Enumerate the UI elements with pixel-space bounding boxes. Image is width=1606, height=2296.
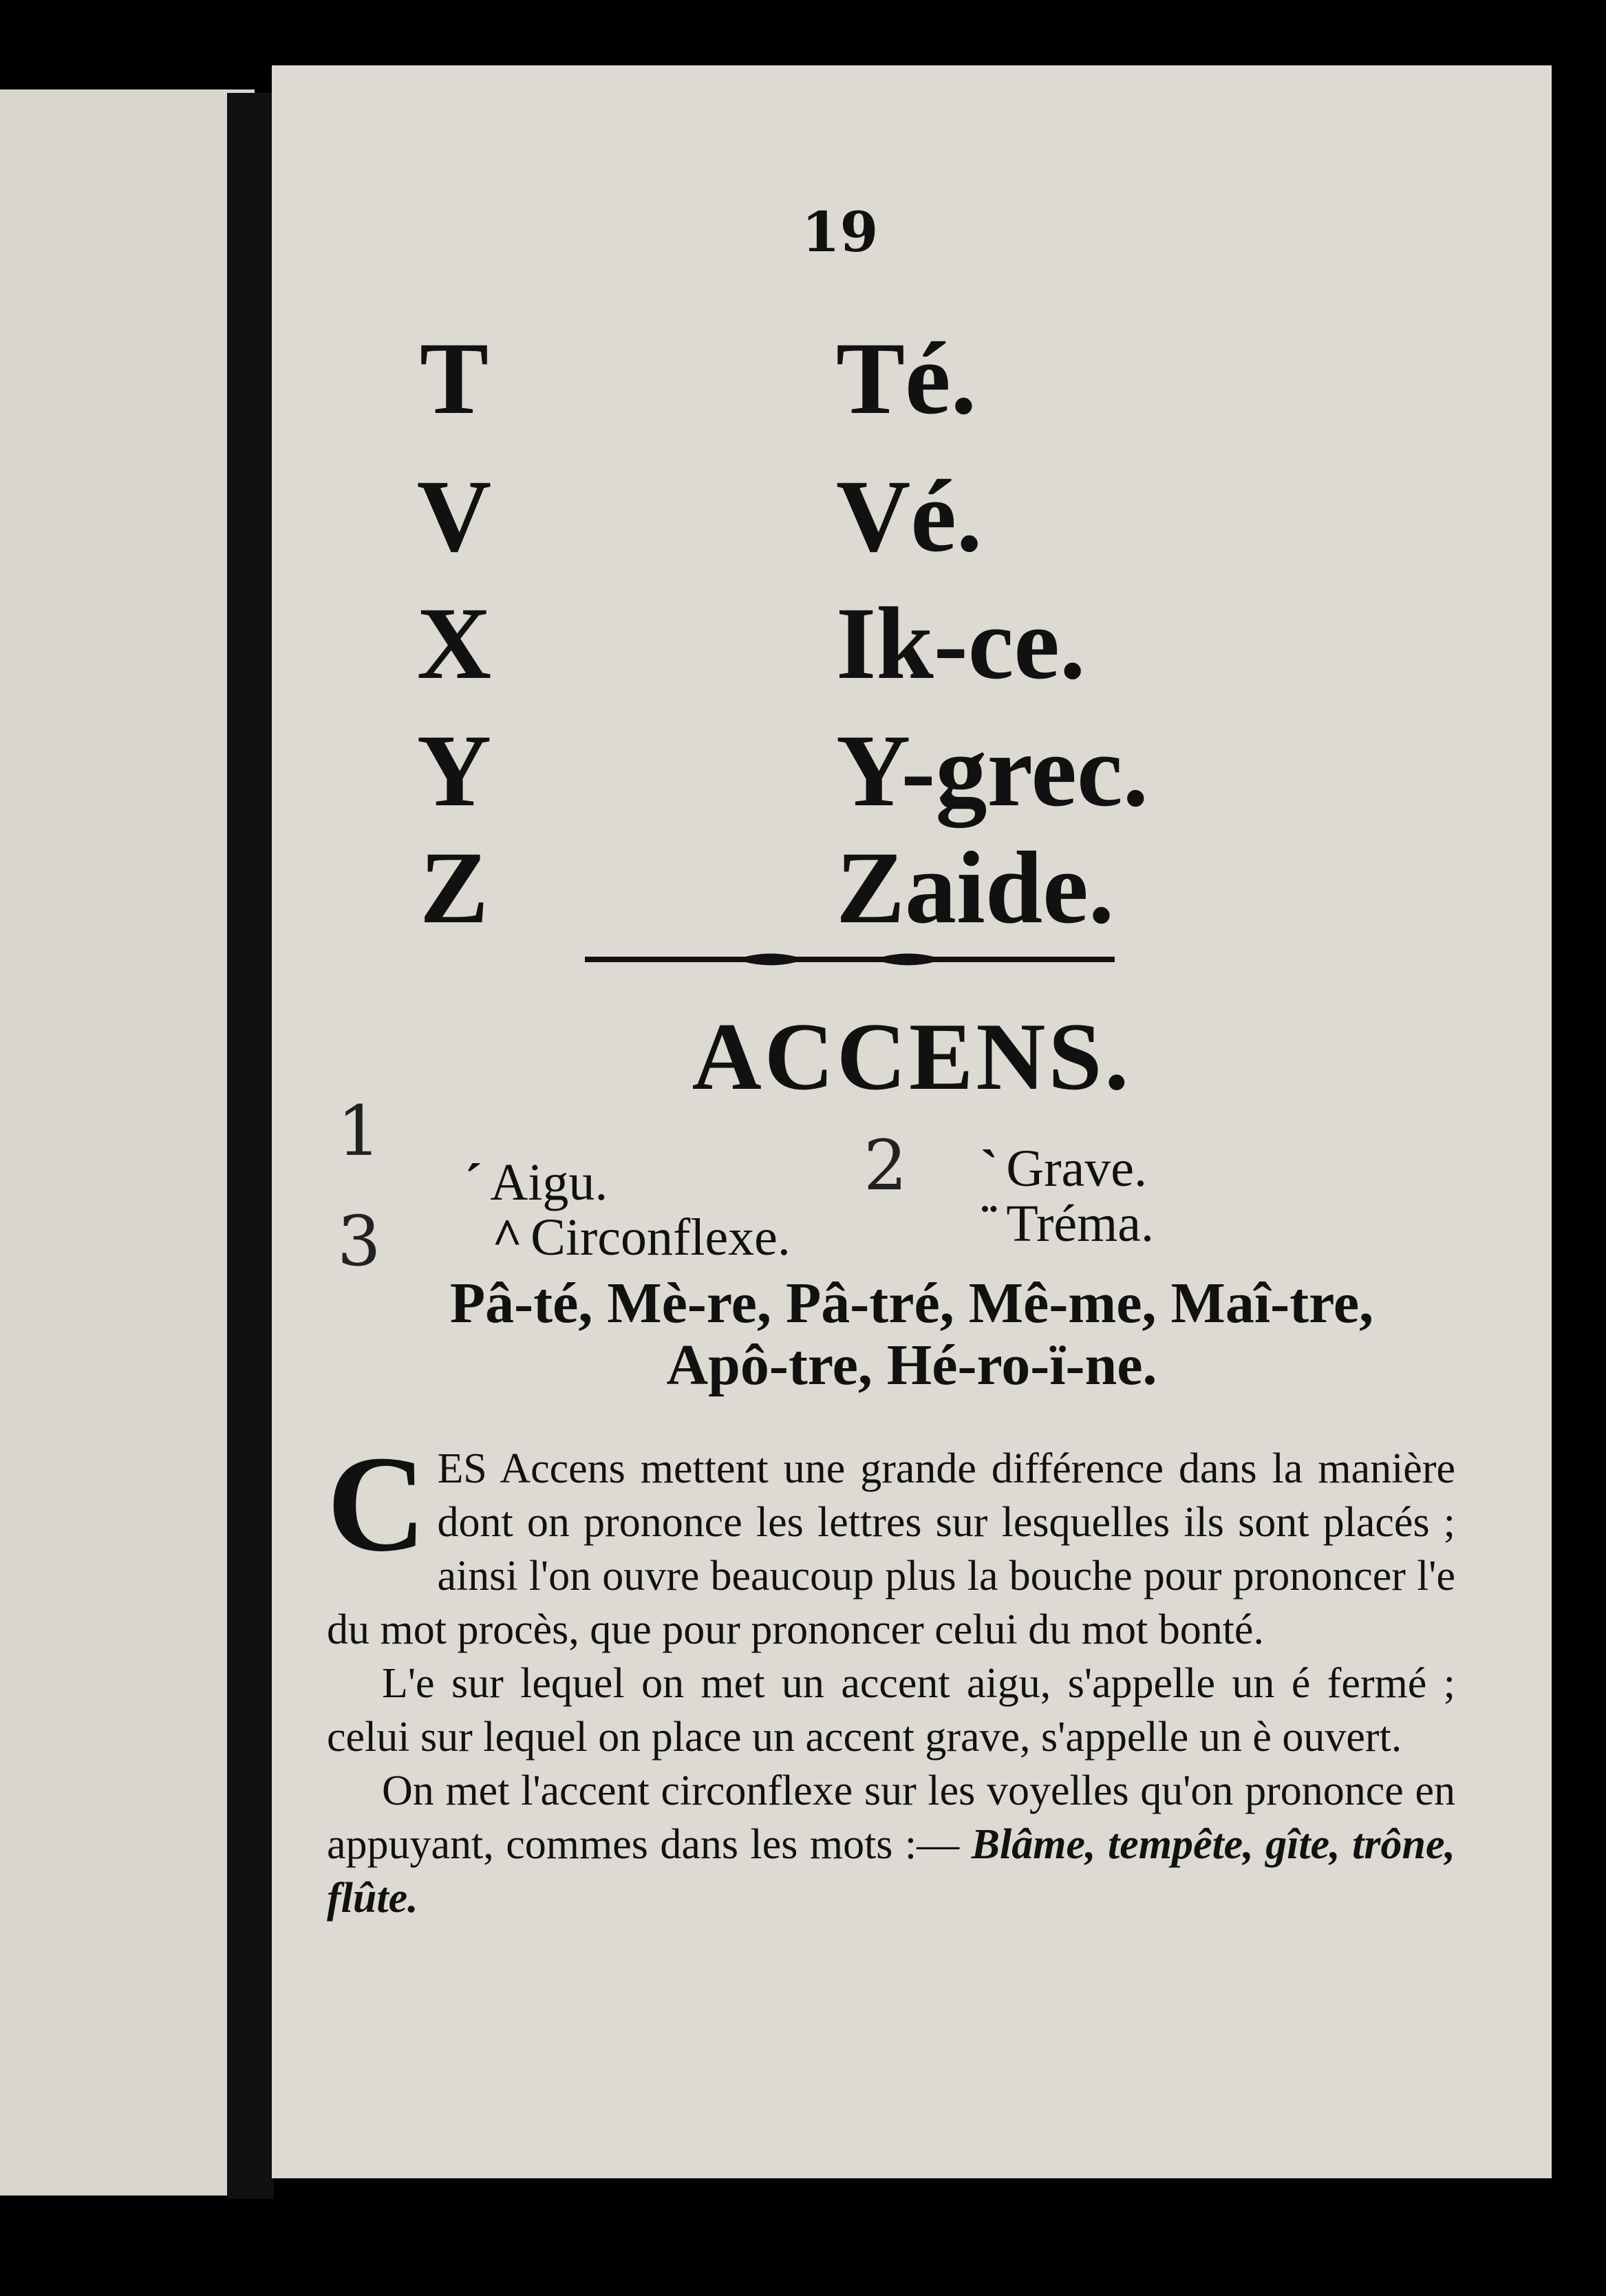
alphabet-row xyxy=(396,586,1290,701)
paragraph-text: On met l'accent circonflexe sur les voyelles qu'on prononce en appuyant, commes dans les mots :— xyxy=(327,1767,1455,1868)
paragraph-text: ES Accens mettent une grande différence dans la manière dont on prononce les lettres sur lesquelles ils sont placés ; ainsi l'on ouvre beaucoup plus la bouche pour prononcer l'e du mot procès, que pour prononcer celui du mot bonté. xyxy=(327,1445,1455,1653)
alphabet-letter-name: Y-grec. xyxy=(836,714,1149,828)
alphabet-letter: T xyxy=(419,321,489,436)
accent-trema xyxy=(981,1194,1154,1254)
alphabet-letter-name: Vé. xyxy=(836,459,983,573)
accent-label: Grave. xyxy=(1006,1140,1147,1198)
handwritten-number: 2 xyxy=(864,1125,908,1206)
alphabet-row xyxy=(396,321,1290,436)
alphabet-letter: Z xyxy=(419,831,489,945)
handwritten-number: 1 xyxy=(337,1091,381,1171)
handwritten-number: 3 xyxy=(337,1201,381,1282)
ornamental-rule xyxy=(585,942,1115,977)
rule-ornament xyxy=(736,954,805,966)
example-word-list: Blâme, tempête, gîte, trône, flûte. xyxy=(327,1821,1456,1922)
accent-circonflexe xyxy=(492,1208,791,1268)
paragraph xyxy=(327,1764,1455,1925)
accent-aigu xyxy=(464,1153,608,1213)
facing-page xyxy=(0,89,255,2196)
alphabet-letter: V xyxy=(416,459,492,573)
alphabet-letter-name: Zaide. xyxy=(836,831,1115,945)
accent-mark: ^ xyxy=(492,1209,523,1266)
alphabet-row xyxy=(396,459,1290,573)
alphabet-row xyxy=(396,831,1290,945)
alphabet-letter-name: Té. xyxy=(836,321,977,436)
alphabet-letter: X xyxy=(416,586,492,701)
example-words-line: Apô-tre, Hé-ro-ï-ne. xyxy=(666,1333,1157,1397)
alphabet-row xyxy=(396,714,1290,828)
section-heading: ACCENS. xyxy=(692,1003,1132,1110)
accent-label: Tréma. xyxy=(1006,1195,1154,1253)
accent-mark: ´ xyxy=(464,1154,482,1211)
accent-grave xyxy=(981,1139,1147,1199)
body-text xyxy=(327,1428,1456,1925)
paragraph: L'e sur lequel on met un accent aigu, s'appelle un é fermé ; celui sur lequel on place un accent grave, s'appelle un è ouvert. xyxy=(327,1660,1455,1761)
alphabet-letter-name: Ik-ce. xyxy=(836,586,1086,701)
accent-label: Aigu. xyxy=(490,1154,608,1211)
accent-mark: ¨ xyxy=(981,1195,998,1253)
example-words-line: Pâ-té, Mè-re, Pâ-tré, Mê-me, Maî-tre, xyxy=(449,1271,1374,1335)
book-spine xyxy=(227,93,274,2199)
rule-ornament xyxy=(874,954,943,966)
drop-cap: C xyxy=(327,1428,427,1580)
paragraph xyxy=(327,1428,1455,1657)
alphabet-letter: Y xyxy=(416,714,492,828)
accent-mark: ` xyxy=(981,1140,998,1198)
page-number: 19 xyxy=(802,200,879,264)
accent-label: Circonflexe. xyxy=(531,1209,791,1266)
book-page xyxy=(272,65,1552,2178)
